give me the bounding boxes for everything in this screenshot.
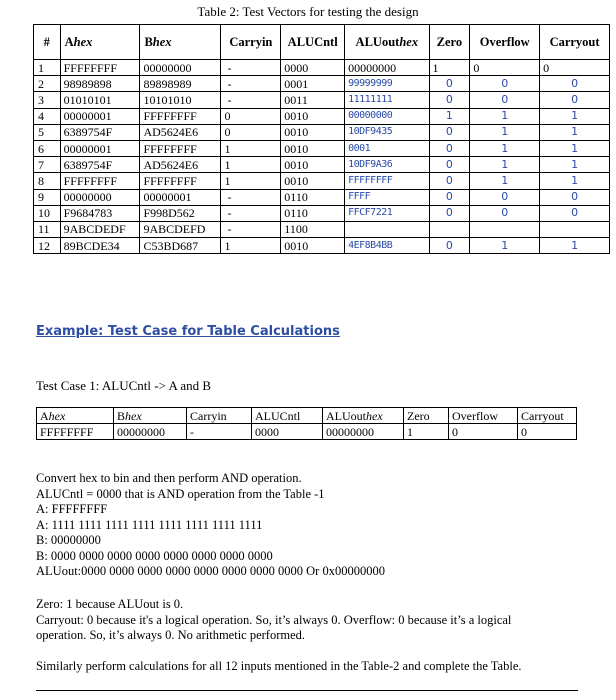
cell-aluctl: 0010: [281, 157, 345, 173]
cell-zero: 1: [429, 60, 470, 76]
table-row: [34, 157, 610, 173]
cell-bhex: 89898989: [140, 76, 221, 92]
cell-ahex: 98989898: [60, 76, 140, 92]
cell-zero: 0: [429, 76, 470, 92]
cell-overflow: 0: [470, 92, 540, 108]
row-number: 9: [34, 189, 61, 205]
cell-aluouthex: FFFFFFFF: [345, 173, 429, 189]
explain-line: Carryout: 0 because it's a logical operation. So, it’s always 0. Overflow: 0 because it’s a logical: [36, 612, 512, 627]
row-number: 2: [34, 76, 61, 92]
explanation-block: [36, 597, 511, 644]
cell-zero: [429, 221, 470, 237]
cell-aluctl: 0000: [281, 60, 345, 76]
tc-header-aluouthex: ALUouthex: [323, 408, 404, 424]
tc-header-ahex: Ahex: [37, 408, 114, 424]
tc-header-carryout: Carryout: [518, 408, 577, 424]
tc-header-bhex: Bhex: [114, 408, 187, 424]
cell-ahex: F9684783: [60, 205, 140, 221]
row-number: 1: [34, 60, 61, 76]
test-vectors-table: [33, 24, 610, 254]
row-number: 6: [34, 140, 61, 156]
table-caption: Table 2: Test Vectors for testing the design: [197, 4, 419, 19]
row-number: 7: [34, 157, 61, 173]
explain-line: operation. So, it’s always 0. No arithmetic performed.: [36, 628, 306, 642]
cell-carryin: -: [221, 205, 281, 221]
cell-ahex: 00000000: [60, 189, 140, 205]
cell-carryin: -: [221, 189, 281, 205]
table-row: [34, 173, 610, 189]
cell-zero: 0: [429, 157, 470, 173]
cell-aluctl: 0011: [281, 92, 345, 108]
cell-bhex: 00000000: [140, 60, 221, 76]
table-row: [34, 189, 610, 205]
calc-line: B: 0000 0000 0000 0000 0000 0000 0000 0000: [36, 548, 273, 563]
closing-instruction: Similarly perform calculations for all 12 inputs mentioned in the Table-2 and complete the Table.: [36, 659, 522, 673]
cell-carryout: 0: [540, 76, 610, 92]
cell-zero: 0: [429, 92, 470, 108]
tc-cell-zero: 1: [404, 424, 449, 440]
cell-carryout: 0: [540, 92, 610, 108]
cell-aluouthex: 99999999: [345, 76, 429, 92]
table-row: [34, 60, 610, 76]
test-case-data-row: [37, 424, 577, 440]
cell-ahex: 6389754F: [60, 157, 140, 173]
test-case-table: [36, 407, 577, 440]
calc-line: A: FFFFFFFF: [36, 502, 108, 516]
cell-ahex: 01010101: [60, 92, 140, 108]
calc-line: B: 00000000: [36, 533, 101, 547]
cell-carryin: 1: [221, 238, 281, 254]
cell-aluctl: 0010: [281, 173, 345, 189]
tc-cell-ahex: FFFFFFFF: [37, 424, 114, 440]
header-carryin: Carryin: [221, 25, 281, 60]
cell-carryout: 1: [540, 173, 610, 189]
cell-ahex: FFFFFFFF: [60, 173, 140, 189]
tc-cell-aluouthex: 00000000: [323, 424, 404, 440]
cell-overflow: 0: [470, 76, 540, 92]
cell-zero: 0: [429, 124, 470, 140]
cell-aluouthex: 00000000: [345, 60, 429, 76]
calc-line: Convert hex to bin and then perform AND operation.: [36, 471, 302, 485]
cell-aluctl: 0010: [281, 124, 345, 140]
cell-aluctl: 1100: [281, 221, 345, 237]
cell-overflow: 1: [470, 157, 540, 173]
table-row: [34, 92, 610, 108]
cell-ahex: 9ABCDEDF: [60, 221, 140, 237]
tc-cell-bhex: 00000000: [114, 424, 187, 440]
cell-overflow: 1: [470, 108, 540, 124]
tc-header-carryin: Carryin: [187, 408, 252, 424]
cell-ahex: 00000001: [60, 108, 140, 124]
cell-carryout: [540, 221, 610, 237]
calc-text-block: [36, 471, 385, 580]
cell-bhex: F998D562: [140, 205, 221, 221]
cell-carryin: 1: [221, 157, 281, 173]
cell-bhex: C53BD687: [140, 238, 221, 254]
cell-carryin: -: [221, 76, 281, 92]
test-case-title: Test Case 1: ALUCntl -> A and B: [36, 378, 212, 393]
cell-overflow: 1: [470, 140, 540, 156]
table-row: [34, 221, 610, 237]
cell-overflow: 1: [470, 173, 540, 189]
cell-bhex: FFFFFFFF: [140, 140, 221, 156]
cell-aluouthex: 10DF9A36: [345, 157, 429, 173]
row-number: 12: [34, 238, 61, 254]
table-row: [34, 238, 610, 254]
calc-line: ALUCntl = 0000 that is AND operation from the Table -1: [36, 486, 325, 501]
cell-carryout: 0: [540, 60, 610, 76]
cell-overflow: 0: [470, 189, 540, 205]
cell-zero: 0: [429, 140, 470, 156]
header-overflow: Overflow: [470, 25, 540, 60]
header-carryout: Carryout: [540, 25, 610, 60]
tc-cell-carryin: -: [187, 424, 252, 440]
cell-aluctl: 0001: [281, 76, 345, 92]
cell-ahex: 6389754F: [60, 124, 140, 140]
table-row: [34, 140, 610, 156]
header-aluouthex: ALUouthex: [345, 25, 429, 60]
header-aluctl: ALUCntl: [281, 25, 345, 60]
cell-carryout: 1: [540, 140, 610, 156]
cell-aluouthex: FFCF7221: [345, 205, 429, 221]
cell-aluctl: 0110: [281, 205, 345, 221]
tc-cell-aluctl: 0000: [252, 424, 323, 440]
cell-bhex: AD5624E6: [140, 157, 221, 173]
cell-carryin: -: [221, 221, 281, 237]
cell-carryin: 1: [221, 140, 281, 156]
row-number: 4: [34, 108, 61, 124]
cell-ahex: FFFFFFFF: [60, 60, 140, 76]
table-row: [34, 205, 610, 221]
cell-aluouthex: [345, 221, 429, 237]
cell-aluctl: 0010: [281, 140, 345, 156]
cell-overflow: [470, 221, 540, 237]
row-number: 10: [34, 205, 61, 221]
header-bhex: Bhex: [140, 25, 221, 60]
cell-ahex: 00000001: [60, 140, 140, 156]
cell-carryin: -: [221, 92, 281, 108]
tc-header-overflow: Overflow: [449, 408, 518, 424]
header-zero: Zero: [429, 25, 470, 60]
tc-cell-overflow: 0: [449, 424, 518, 440]
cell-carryout: 1: [540, 238, 610, 254]
cell-bhex: 9ABCDEFD: [140, 221, 221, 237]
cell-zero: 0: [429, 173, 470, 189]
cell-aluctl: 0010: [281, 108, 345, 124]
row-number: 3: [34, 92, 61, 108]
cell-carryin: 1: [221, 173, 281, 189]
cell-aluouthex: FFFF: [345, 189, 429, 205]
tc-header-zero: Zero: [404, 408, 449, 424]
row-number: 5: [34, 124, 61, 140]
tc-header-aluctl: ALUCntl: [252, 408, 323, 424]
table-row: [34, 76, 610, 92]
cell-overflow: 0: [470, 60, 540, 76]
cell-zero: 1: [429, 108, 470, 124]
row-number: 11: [34, 221, 61, 237]
cell-aluouthex: 00000000: [345, 108, 429, 124]
cell-overflow: 0: [470, 205, 540, 221]
calc-line: ALUout:0000 0000 0000 0000 0000 0000 0000 0000 Or 0x00000000: [36, 564, 385, 578]
cell-carryout: 1: [540, 108, 610, 124]
example-heading: Example: Test Case for Table Calculations: [36, 324, 340, 339]
row-number: 8: [34, 173, 61, 189]
table-row: [34, 108, 610, 124]
cell-aluctl: 0010: [281, 238, 345, 254]
cell-zero: 0: [429, 205, 470, 221]
header-number: #: [34, 25, 61, 60]
test-case-header-row: [37, 408, 577, 424]
cell-overflow: 1: [470, 124, 540, 140]
cell-carryout: 1: [540, 124, 610, 140]
cell-zero: 0: [429, 189, 470, 205]
explain-line: Zero: 1 because ALUout is 0.: [36, 597, 184, 611]
tc-cell-carryout: 0: [518, 424, 577, 440]
cell-aluctl: 0110: [281, 189, 345, 205]
cell-carryout: 1: [540, 157, 610, 173]
cell-carryin: -: [221, 60, 281, 76]
cell-aluouthex: 0001: [345, 140, 429, 156]
bottom-rule: [36, 690, 578, 691]
cell-aluouthex: 4EF8B4BB: [345, 238, 429, 254]
cell-carryout: 0: [540, 189, 610, 205]
cell-carryin: 0: [221, 124, 281, 140]
cell-aluouthex: 11111111: [345, 92, 429, 108]
header-ahex: Ahex: [60, 25, 140, 60]
cell-ahex: 89BCDE34: [60, 238, 140, 254]
cell-aluouthex: 10DF9435: [345, 124, 429, 140]
table-header-row: [34, 25, 610, 60]
cell-zero: 0: [429, 238, 470, 254]
calc-line: A: 1111 1111 1111 1111 1111 1111 1111 1111: [36, 517, 263, 532]
cell-bhex: 10101010: [140, 92, 221, 108]
cell-carryin: 0: [221, 108, 281, 124]
cell-carryout: 0: [540, 205, 610, 221]
cell-bhex: FFFFFFFF: [140, 173, 221, 189]
cell-bhex: FFFFFFFF: [140, 108, 221, 124]
cell-overflow: 1: [470, 238, 540, 254]
cell-bhex: AD5624E6: [140, 124, 221, 140]
table-row: [34, 124, 610, 140]
cell-bhex: 00000001: [140, 189, 221, 205]
